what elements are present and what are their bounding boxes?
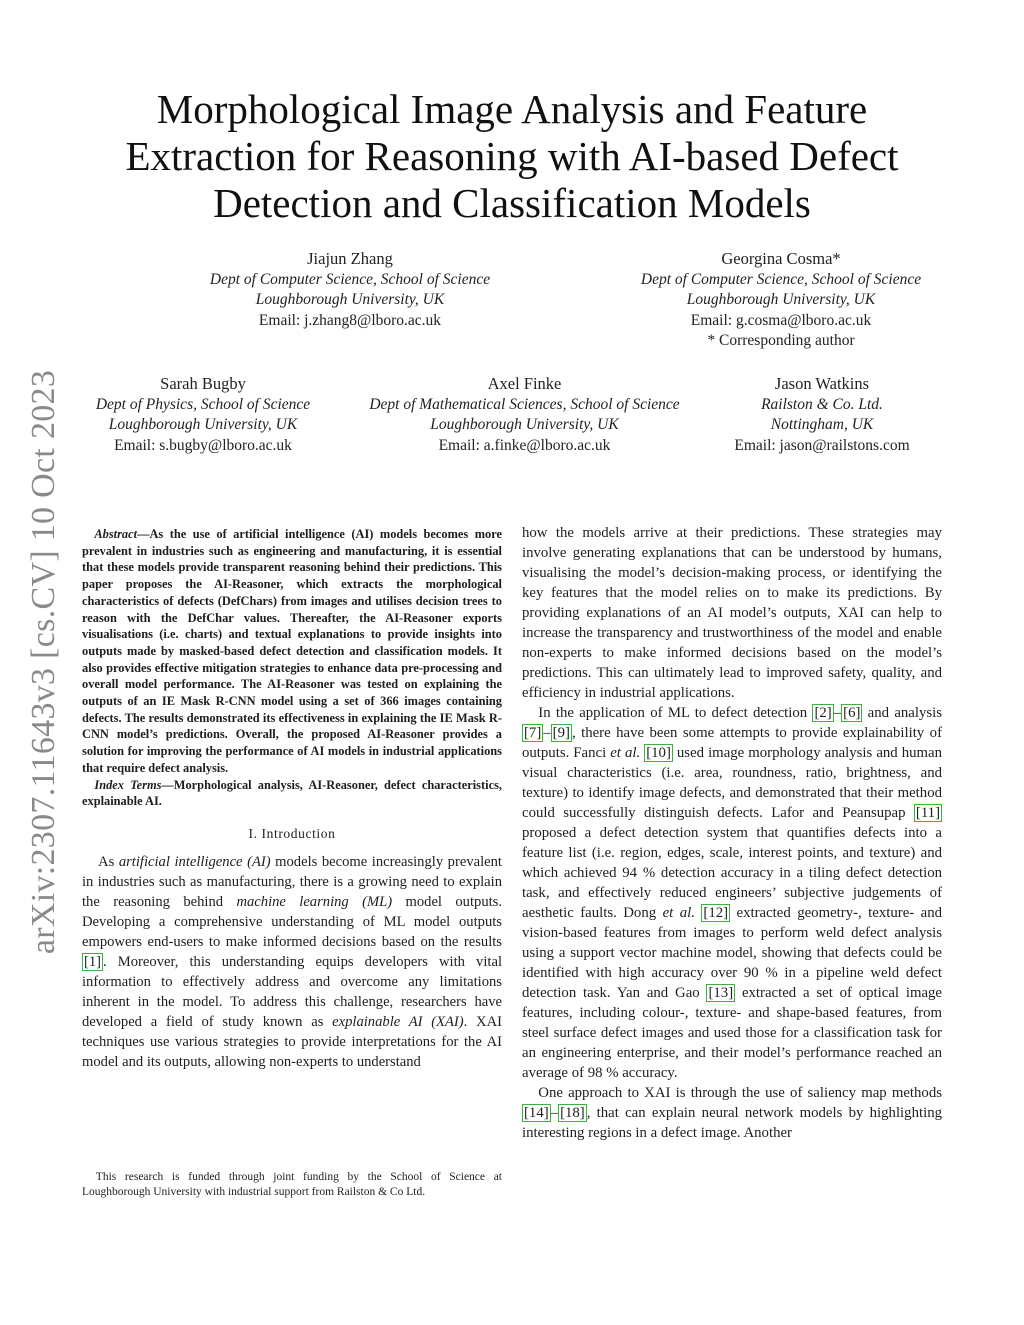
text-run: used image morphology analysis and human visual characteristics (i.e. area, roundness, ratio, brightness, and texture) to identify image defects, and demonstrated that their method could successfully distinguish defects. Lafor and Peansupap	[522, 745, 943, 821]
author-name: Georgina Cosma*	[721, 249, 841, 268]
citation-link[interactable]: [14]	[524, 1105, 549, 1121]
citation-link[interactable]: [9]	[552, 725, 570, 741]
text-run: –	[550, 1105, 559, 1121]
index-terms-text: —Morphological analysis, AI-Reasoner, defect characteristics, explainable AI.	[82, 777, 502, 809]
text-run: extracted geometry-, texture- and vision-based features from images to perform weld defect analysis using a support vector machine model, showing that defects could be identified with high accuracy over 90 % in a pipeline weld defect detection task. Yan and Gao	[522, 905, 943, 1001]
text-emphasis: et al.	[610, 745, 641, 761]
author-affiliation: Loughborough University, UK	[430, 416, 619, 433]
author-dept: Dept of Computer Science, School of Science	[209, 270, 491, 288]
abstract	[82, 526, 502, 777]
text-run: , that can explain neural network models by highlighting interesting regions in a defect image. Another	[522, 1105, 942, 1141]
arxiv-id: arXiv:2307.11643v3 [cs.CV] 10 Oct 2023	[25, 369, 62, 955]
text-run: In the application of ML to defect detection	[538, 705, 813, 721]
citation-link[interactable]: [1]	[84, 953, 102, 970]
author-dept: Dept of Mathematical Sciences, School of Science	[369, 395, 680, 413]
left-column	[82, 526, 502, 1072]
index-terms-label: Index Terms	[94, 777, 162, 792]
author-block-bugby	[78, 374, 328, 456]
text-run: , there have been some attempts to provide explainability of outputs. Fanci	[522, 725, 942, 761]
text-run: As	[98, 853, 119, 870]
author-dept: Railston & Co. Ltd.	[761, 395, 883, 413]
text-emphasis: machine learning (ML)	[236, 893, 393, 910]
citation-link[interactable]: [7]	[524, 725, 542, 741]
section-heading-introduction: I. Introduction	[248, 825, 336, 841]
author-name: Sarah Bugby	[160, 374, 246, 393]
text-run: . XAI techniques use various strategies to provide interpretations for the AI model and its outputs, allowing non-experts to understand	[82, 1013, 502, 1070]
corresponding-note: * Corresponding author	[707, 332, 855, 349]
author-name: Axel Finke	[487, 374, 562, 393]
text-run: proposed a defect detection system that quantifies defects into a feature list (i.e. region, edges, scale, interest points, and texture) and which achieved 94 % detection accuracy in a tiling defect detection task, and effectively reduced engineers’ subjective judgements of aesthetic faults. Dong	[522, 825, 942, 921]
right-column	[522, 523, 942, 1143]
citation-link[interactable]: [18]	[560, 1105, 585, 1121]
author-email: Email: j.zhang8@lboro.ac.uk	[258, 311, 442, 329]
body-paragraph	[522, 1083, 942, 1143]
text-run: models become increasingly prevalent in industries such as manufacturing, there is a growing need to explain the reasoning behind	[82, 853, 502, 910]
author-affiliation: Loughborough University, UK	[108, 416, 298, 433]
author-name: Jiajun Zhang	[307, 249, 393, 268]
author-affiliation: Nottingham, UK	[770, 416, 874, 433]
author-affiliation: Loughborough University, UK	[255, 291, 445, 308]
author-email: Email: g.cosma@lboro.ac.uk	[690, 311, 872, 329]
author-block-watkins	[712, 374, 932, 456]
author-email: Email: jason@railstons.com	[734, 436, 910, 454]
author-dept: Dept of Physics, School of Science	[95, 395, 311, 413]
index-terms	[82, 777, 502, 810]
body-paragraph: how the models arrive at their predictions. These strategies may involve generating explanations that can be understood by humans, visualising the model’s decision-making process, or identifying the key features that the model relies on to make its predictions. By providing explanations of an AI model’s outputs, XAI can help to increase the transparency and trustworthiness of the model and enable non-experts to make informed decisions based on the model’s predictions. This can ultimately lead to improved safety, quality, and efficiency in industrial applications.	[522, 525, 942, 701]
citation-link[interactable]: [13]	[708, 985, 734, 1001]
citation-link[interactable]: [11]	[915, 805, 940, 821]
text-emphasis: explainable AI (XAI)	[332, 1013, 464, 1030]
text-run: –	[543, 725, 551, 741]
funding-footnote: This research is funded through joint funding by the School of Science at Loughborough University with industrial support from Railston & Co Ltd.	[82, 1171, 502, 1198]
citation-link[interactable]: [2]	[814, 705, 832, 721]
author-email: Email: s.bugby@lboro.ac.uk	[114, 436, 292, 454]
text-run: extracted a set of optical image features, including colour-, texture- and shape-based features, from steel surface defect images and used those for a classification task for an engineering enterprise, and their model’s performance reached an average of 98 % accuracy.	[522, 985, 942, 1081]
text-run: model outputs. Developing a comprehensive understanding of ML model outputs empowers end-users to make informed decisions based on the results	[82, 893, 503, 950]
author-dept: Dept of Computer Science, School of Science	[640, 270, 922, 288]
text-emphasis: artificial intelligence (AI)	[118, 853, 271, 870]
citation-link[interactable]: [12]	[703, 905, 729, 921]
text-emphasis: et al.	[662, 905, 695, 921]
citation-link[interactable]: [6]	[843, 705, 861, 721]
body-paragraph	[522, 703, 942, 1083]
text-run: –	[833, 705, 842, 721]
citation-link[interactable]: [10]	[646, 745, 671, 761]
author-block-cosma	[620, 249, 942, 352]
text-run: . Moreover, this understanding equips developers with vital information to effectively address and overcome any limitations inherent in the model. To address this challenge, researchers have developed a field of study known as	[82, 953, 502, 1030]
text-run: One approach to XAI is through the use of saliency map methods	[538, 1085, 942, 1101]
text-run: and analysis	[862, 705, 942, 721]
author-affiliation: Loughborough University, UK	[686, 291, 876, 308]
author-name: Jason Watkins	[774, 374, 870, 393]
abstract-text: —As the use of artificial intelligence (AI) models becomes more prevalent in industries such as engineering and manufacturing, it is essential that these models provide transparent reasoning behind their predictions. This paper proposes the AI-Reasoner, which extracts the morphological characteristics of defects (DefChars) from images and utilises decision trees to reason with the DefChar values. Thereafter, the AI-Reasoner exports visualisations (i.e. charts) and textual explanations to provide insights into outputs made by masked-based defect detection and classification models. It also provides effective mitigation strategies to enhance data pre-processing and overall model performance. The AI-Reasoner was tested on explaining the outputs of an IE Mask R-CNN model using a set of 366 images containing defects. The results demonstrated its effectiveness in explaining the IE Mask R-CNN model’s predictions. Overall, the proposed AI-Reasoner provides a solution for improving the performance of AI models in industrial applications that require defect analysis.	[82, 527, 502, 775]
intro-paragraph	[82, 852, 502, 1072]
author-email: Email: a.finke@lboro.ac.uk	[438, 436, 611, 454]
abstract-label: Abstract	[94, 527, 138, 541]
author-block-zhang	[190, 249, 510, 331]
author-block-finke	[342, 374, 707, 456]
paper-title: Morphological Image Analysis and Feature Extraction for Reasoning with AI-based Defect Detection and Classification Models	[125, 86, 899, 226]
